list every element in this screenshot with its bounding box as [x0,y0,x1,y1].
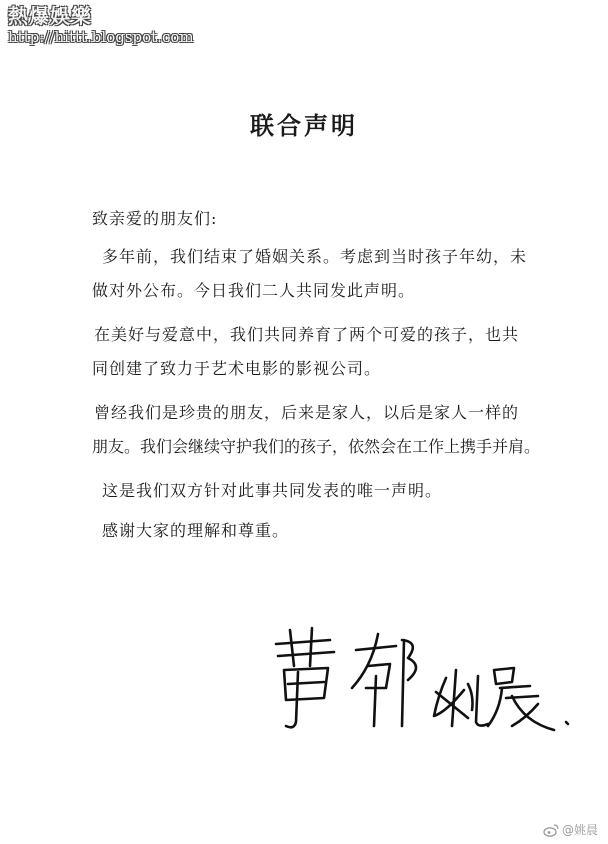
paragraph-5 [92,514,544,548]
footer-credit [543,821,598,838]
paragraph-2 [92,318,544,386]
watermark-url: http://hittt.blogspot.com [8,28,194,46]
handwritten-signature [268,626,578,736]
weibo-icon [543,823,559,837]
watermark-title: 熱爆娛樂 [8,4,92,28]
paragraph-1 [92,240,544,308]
paragraph-line: 在美好与爱意中，我们共同养育了两个可爱的孩子，也共 [94,325,520,344]
paragraph-line: 做对外公布。今日我们二人共同发此声明。 [92,281,416,300]
paragraph-line: 这是我们双方针对此事共同发表的唯一声明。 [102,481,443,500]
paragraph-4 [92,474,544,508]
document-title: 联合声明 [250,111,358,140]
paragraph-line: 多年前，我们结束了婚姻关系。考虑到当时孩子年幼，未 [102,247,528,266]
site-watermark [8,4,194,46]
paragraph-line: 朋友。我们会继续守护我们的孩子，依然会在工作上携手并肩。 [92,437,541,456]
paragraph-3 [92,396,544,464]
paragraph-line: 同创建了致力于艺术电影的影视公司。 [92,359,382,378]
salutation: 致亲爱的朋友们: [92,209,218,228]
paragraph-line: 曾经我们是珍贵的朋友，后来是家人，以后是家人一样的 [94,403,520,422]
footer-credit-text: @姚晨 [561,823,598,837]
paragraph-line: 感谢大家的理解和尊重。 [102,521,290,540]
